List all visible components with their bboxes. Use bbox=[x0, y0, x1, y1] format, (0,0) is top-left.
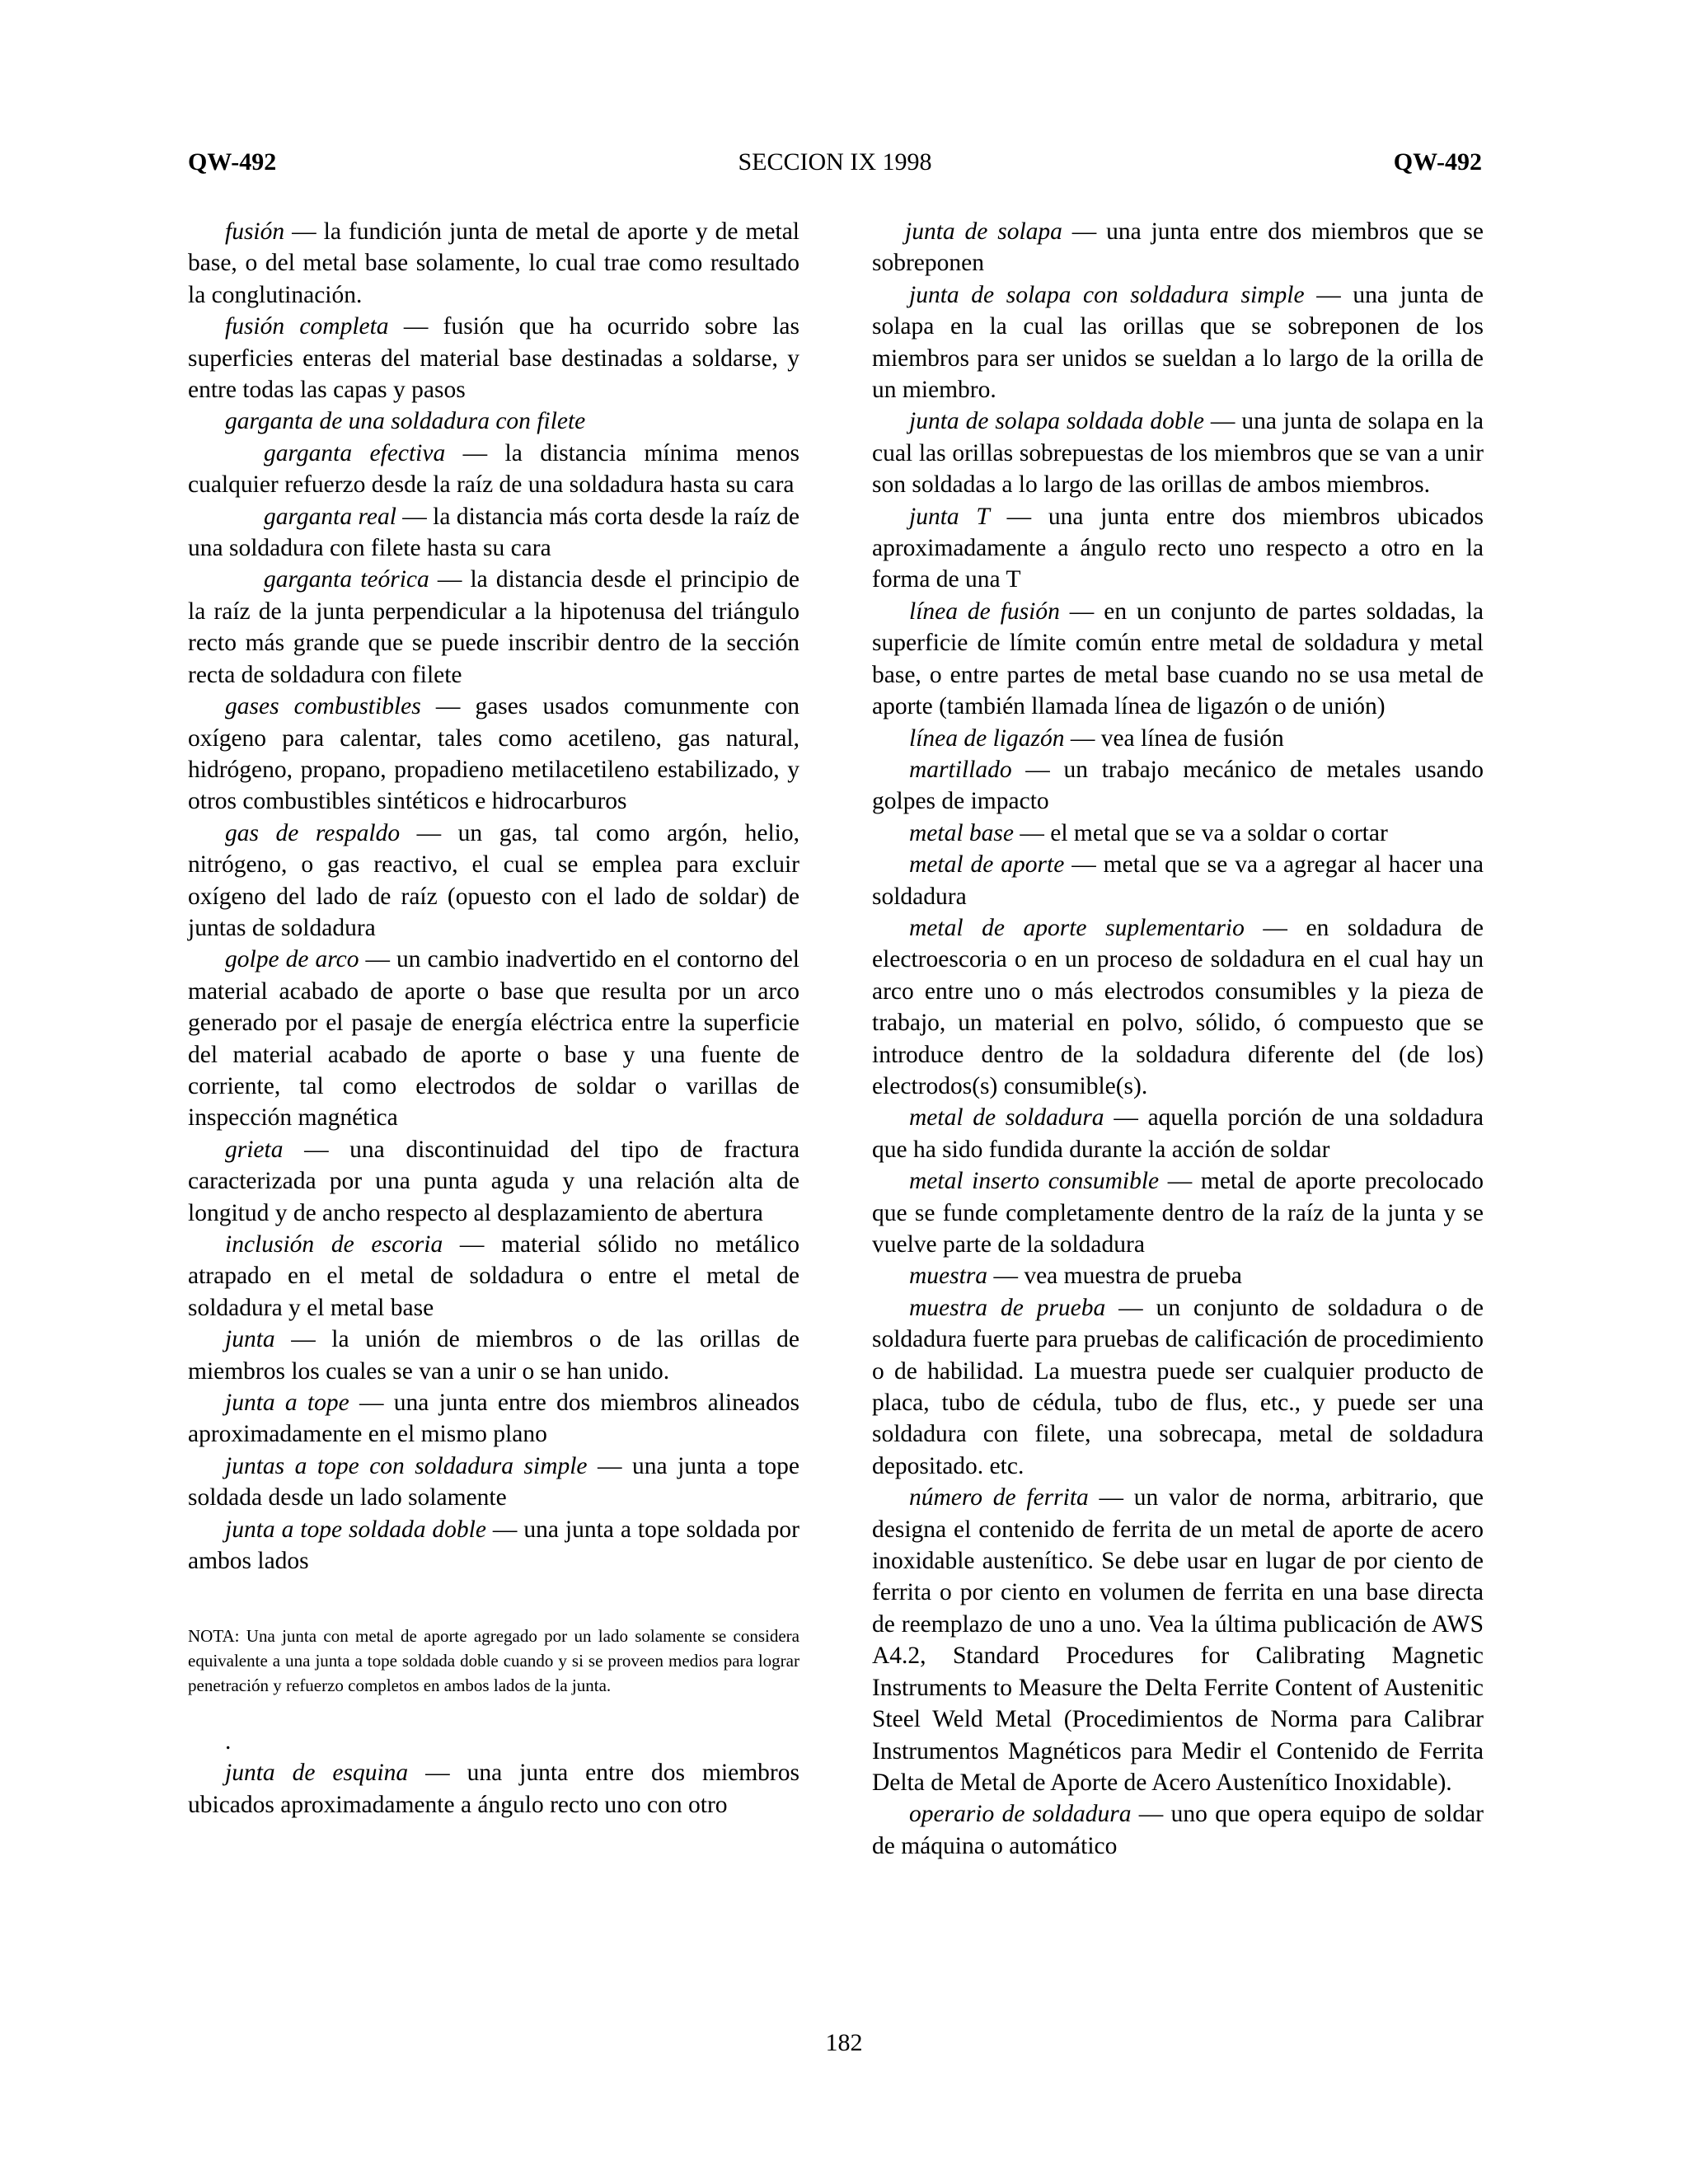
note-paragraph: NOTA: Una junta con metal de aporte agregado por un lado solamente se considera equivalente a una junta a tope soldada doble cuando y si se proveen medios para lograr penetración y refuerzo completos en ambos lados de la junta. bbox=[188, 1626, 799, 1696]
glossary-entry bbox=[872, 1102, 1484, 1165]
header-section-left: QW-492 bbox=[188, 148, 277, 176]
glossary-entry bbox=[872, 754, 1484, 818]
glossary-entry bbox=[872, 216, 1484, 279]
header-title: SECCION IX 1998 bbox=[738, 148, 932, 176]
glossary-entry bbox=[188, 1387, 799, 1451]
entry-term: junta de solapa bbox=[905, 218, 1062, 245]
entry-definition: — en un conjunto de partes soldadas, la superficie de límite común entre metal de soldadura y metal base, o entre partes de metal base cuando no se usa metal de aporte (también llamada línea de ligazón o de unión) bbox=[872, 598, 1484, 720]
entry-term: fusión bbox=[225, 218, 285, 245]
left-column bbox=[188, 216, 799, 1821]
glossary-entry bbox=[872, 849, 1484, 912]
glossary-entry bbox=[872, 912, 1484, 1102]
entry-term: garganta real bbox=[264, 503, 396, 530]
glossary-entry bbox=[188, 1324, 799, 1387]
entry-definition: — vea línea de fusión bbox=[1064, 724, 1284, 752]
glossary-entry bbox=[188, 1229, 799, 1324]
entry-definition: — metal de aporte precolocado que se funde completamente dentro de la raíz de la junta y se vuelve parte de la soldadura bbox=[872, 1168, 1484, 1258]
entry-term: número de ferrita bbox=[909, 1484, 1089, 1511]
entry-term: metal base bbox=[909, 819, 1014, 846]
entry-definition: — un gas, tal como argón, helio, nitrógeno, o gas reactivo, el cual se emplea para excluir oxígeno del lado de raíz (opuesto con el lado de soldar) de juntas de soldadura bbox=[188, 819, 799, 941]
glossary-entry bbox=[188, 216, 799, 311]
header-section-right: QW-492 bbox=[1393, 148, 1482, 176]
entry-definition: — una junta de solapa en la cual las orillas que se sobreponen de los miembros para ser unidos se sueldan a lo largo de la orilla de un miembro. bbox=[872, 281, 1484, 404]
glossary-entry bbox=[188, 1134, 799, 1229]
entry-term: junta bbox=[225, 1326, 275, 1353]
glossary-entry bbox=[872, 1292, 1484, 1482]
glossary-entry bbox=[872, 1798, 1484, 1862]
entry-term: junta a tope bbox=[225, 1390, 349, 1417]
glossary-subentry bbox=[188, 564, 799, 691]
entry-definition: — metal que se va a agregar al hacer una soldadura bbox=[872, 851, 1484, 910]
glossary-entry bbox=[872, 1260, 1484, 1291]
entry-definition: — un trabajo mecánico de metales usando golpes de impacto bbox=[872, 756, 1484, 815]
glossary-entry bbox=[872, 818, 1484, 849]
glossary-entry bbox=[188, 691, 799, 818]
glossary-subentry bbox=[188, 501, 799, 565]
glossary-entry bbox=[188, 818, 799, 944]
entry-definition: — un conjunto de soldadura o de soldadura fuerte para pruebas de calificación de procedimiento o de habilidad. La muestra puede ser cualquier producto de placa, tubo de cédula, tubo de flus, etc., y puede ser una soldadura con filete, una sobrecapa, metal de soldadura depositado. etc. bbox=[872, 1294, 1484, 1479]
entry-definition: — una junta a tope soldada por ambos lados bbox=[188, 1516, 799, 1575]
entry-term: junta T bbox=[909, 503, 990, 530]
entry-term: junta a tope soldada doble bbox=[225, 1516, 486, 1543]
glossary-entry bbox=[872, 501, 1484, 596]
entry-term: garganta efectiva bbox=[264, 439, 446, 466]
glossary-entry bbox=[188, 311, 799, 405]
entry-definition: — en soldadura de electroescoria o en un proceso de soldadura en el cual hay un arco entre uno o más electrodos consumibles y la pieza de trabajo, un material en polvo, sólido, ó compuesto que se introduce dentro de la soldadura diferente del (de los) electrodos(s) consumible(s). bbox=[872, 914, 1484, 1099]
glossary-entry bbox=[872, 723, 1484, 754]
glossary-entry bbox=[188, 944, 799, 1133]
entry-definition: — una junta entre dos miembros ubicados aproximadamente a ángulo recto uno con otro bbox=[188, 1760, 799, 1818]
entry-definition: — la distancia desde el principio de la raíz de la junta perpendicular a la hipotenusa del triángulo recto más grande que se puede inscribir dentro de la sección recta de soldadura con filete bbox=[188, 566, 799, 688]
entry-definition: — material sólido no metálico atrapado en el metal de soldadura o entre el metal de soldadura y el metal base bbox=[188, 1231, 799, 1321]
entry-definition: — una junta entre dos miembros que se sobreponen bbox=[872, 218, 1484, 277]
glossary-entry bbox=[872, 596, 1484, 723]
entry-term: gas de respaldo bbox=[225, 819, 401, 846]
glossary-entry bbox=[188, 1514, 799, 1577]
entry-definition: — una discontinuidad del tipo de fractura caracterizada por una punta aguda y una relación alta de longitud y de ancho respecto al desplazamiento de abertura bbox=[188, 1136, 799, 1226]
entry-term: metal de aporte bbox=[909, 851, 1065, 879]
glossary-entry bbox=[188, 1757, 799, 1821]
entry-term: muestra de prueba bbox=[909, 1294, 1106, 1321]
entry-definition: — la fundición junta de metal de aporte y de metal base, o del metal base solamente, lo cual trae como resultado la conglutinación. bbox=[188, 218, 799, 308]
running-header bbox=[188, 148, 1482, 181]
entry-definition: — una junta entre dos miembros ubicados aproximadamente a ángulo recto uno respecto a otro en la forma de una T bbox=[872, 503, 1484, 593]
entry-term: garganta teórica bbox=[264, 566, 429, 593]
entry-definition: — un valor de norma, arbitrario, que designa el contenido de ferrita de un metal de aporte de acero inoxidable austenítico. Se debe usar en lugar de por ciento de ferrita o por ciento en volumen de ferrita en una base directa de reemplazo de uno a uno. Vea la última publicación de AWS A4.2, Standard Procedures for Calibrating Magnetic Instruments to Measure the Delta Ferrite Content of Austenitic Steel Weld Metal (Procedimientos de Norma para Calibrar Instrumentos Magnéticos para Medir el Contenido de Ferrita Delta de Metal de Aporte de Acero Austenítico Inoxidable). bbox=[872, 1484, 1484, 1796]
entry-definition: — uno que opera equipo de soldar de máquina o automático bbox=[872, 1801, 1484, 1859]
entry-definition: — el metal que se va a soldar o cortar bbox=[1014, 819, 1388, 846]
glossary-entry bbox=[872, 1482, 1484, 1798]
entry-term: muestra bbox=[909, 1263, 988, 1290]
entry-term: grieta bbox=[225, 1136, 284, 1163]
right-column bbox=[872, 216, 1484, 1862]
entry-term: gases combustibles bbox=[225, 693, 421, 720]
entry-term: inclusión de escoria bbox=[225, 1231, 443, 1258]
entry-term: junta de solapa con soldadura simple bbox=[909, 281, 1305, 308]
glossary-subheading: garganta de una soldadura con filete bbox=[225, 408, 586, 435]
page-number: 182 bbox=[825, 2029, 863, 2056]
entry-term: golpe de arco bbox=[225, 946, 359, 973]
entry-term: línea de ligazón bbox=[909, 724, 1065, 752]
entry-term: operario de soldadura bbox=[909, 1801, 1132, 1828]
entry-definition: — fusión que ha ocurrido sobre las superficies enteras del material base destinadas a soldarse, y entre todas las capas y pasos bbox=[188, 313, 799, 404]
entry-term: metal de aporte suplementario bbox=[909, 914, 1245, 941]
entry-definition: — aquella porción de una soldadura que ha sido fundida durante la acción de soldar bbox=[872, 1104, 1484, 1163]
entry-definition: — una junta a tope soldada desde un lado solamente bbox=[188, 1452, 799, 1511]
entry-definition: — la distancia más corta desde la raíz de una soldadura con filete hasta su cara bbox=[188, 503, 800, 562]
entry-term: junta de esquina bbox=[225, 1760, 409, 1787]
glossary-entry bbox=[872, 279, 1484, 406]
entry-definition: — la distancia mínima menos cualquier refuerzo desde la raíz de una soldadura hasta su cara bbox=[188, 439, 799, 499]
entry-term: metal de soldadura bbox=[909, 1104, 1104, 1132]
entry-definition: — un cambio inadvertido en el contorno del material acabado de aporte o base que resulta por un arco generado por el pasaje de energía eléctrica entre la superficie del material acabado de aporte o base y una fuente de corriente, tal como electrodos de soldar o varillas de inspección magnética bbox=[188, 946, 799, 1132]
entry-term: martillado bbox=[909, 756, 1012, 783]
entry-term: metal inserto consumible bbox=[909, 1168, 1160, 1195]
entry-definition: — vea muestra de prueba bbox=[987, 1263, 1242, 1290]
glossary-entry bbox=[188, 1451, 799, 1514]
entry-term: fusión completa bbox=[225, 313, 389, 340]
entry-term: juntas a tope con soldadura simple bbox=[225, 1452, 588, 1479]
entry-term: junta de solapa soldada doble bbox=[909, 408, 1204, 435]
stray-dot: . bbox=[225, 1728, 232, 1755]
entry-definition: — una junta entre dos miembros alineados aproximadamente en el mismo plano bbox=[188, 1390, 799, 1448]
glossary-subentry bbox=[188, 438, 799, 501]
entry-term: línea de fusión bbox=[909, 598, 1060, 625]
entry-definition: — gases usados comunmente con oxígeno para calentar, tales como acetileno, gas natural, hidrógeno, propano, propadieno metilacetileno estabilizado, y otros combustibles sintéticos e hidrocarburos bbox=[188, 693, 799, 815]
entry-definition: — la unión de miembros o de las orillas de miembros los cuales se van a unir o se han unido. bbox=[188, 1326, 799, 1385]
entry-definition: — una junta de solapa en la cual las orillas sobrepuestas de los miembros que se van a unir son soldadas a lo largo de las orillas de ambos miembros. bbox=[872, 408, 1484, 499]
glossary-entry bbox=[872, 405, 1484, 500]
glossary-entry bbox=[872, 1165, 1484, 1260]
